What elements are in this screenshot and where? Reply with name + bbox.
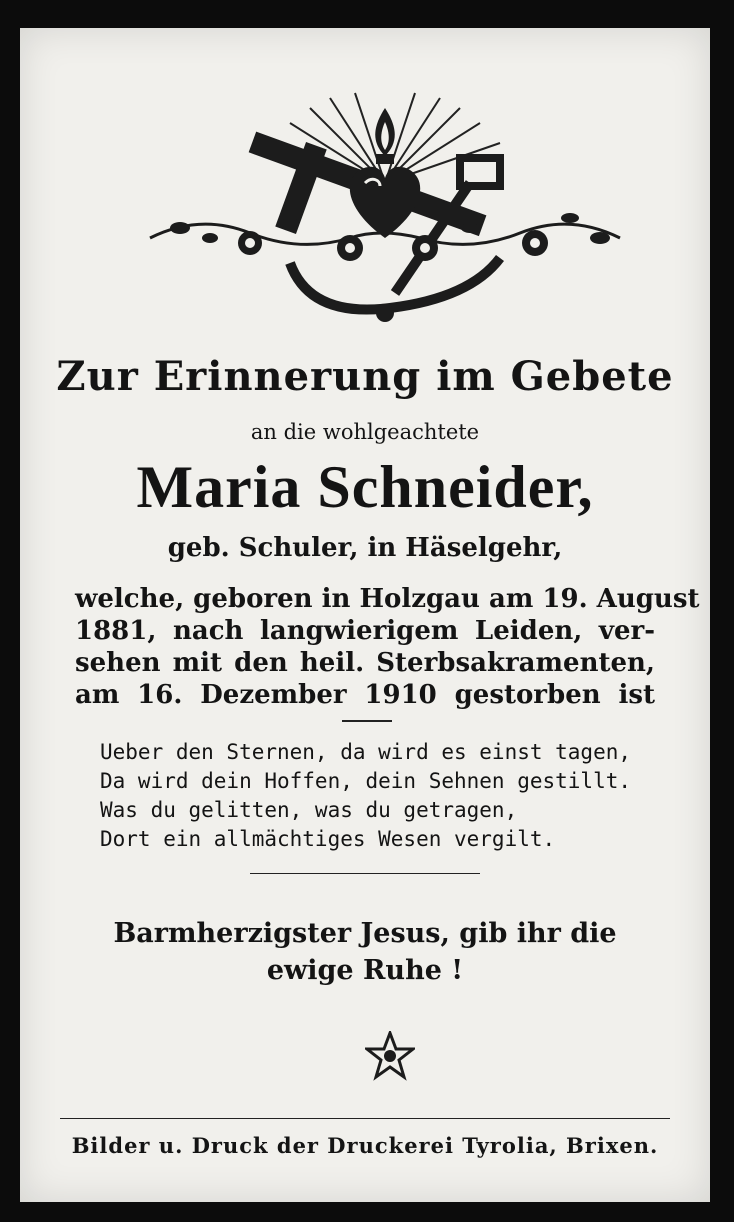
footer-divider bbox=[60, 1118, 670, 1119]
sacred-heart-emblem-icon bbox=[140, 88, 630, 338]
poem-line: Ueber den Sternen, da wird es einst tagen, bbox=[100, 740, 632, 764]
poem-line: Dort ein allmächtiges Wesen vergilt. bbox=[100, 827, 556, 851]
printer-imprint: Bilder u. Druck der Druckerei Tyrolia, Brixen. bbox=[71, 1133, 659, 1158]
biography-text bbox=[75, 583, 700, 711]
biography-line: am 16. Dezember 1910 gestorben ist bbox=[75, 680, 655, 710]
prayer-line-2: ewige Ruhe ! bbox=[266, 955, 464, 986]
memorial-card bbox=[20, 28, 710, 1202]
biography-line: 1881, nach langwierigem Leiden, ver- bbox=[75, 616, 655, 646]
deceased-name: Maria Schneider, bbox=[136, 454, 594, 520]
biography-line: sehen mit den heil. Sterbsakramenten, bbox=[75, 648, 655, 678]
birth-name-line: geb. Schuler, in Häselgehr, bbox=[167, 533, 563, 563]
poem-line: Da wird dein Hoffen, dein Sehnen gestillt. bbox=[100, 769, 632, 793]
card-intro: an die wohlgeachtete bbox=[250, 420, 480, 444]
poem-verse bbox=[100, 738, 660, 854]
prayer-line-1: Barmherzigster Jesus, gib ihr die bbox=[113, 918, 617, 949]
card-title: Zur Erinnerung im Gebete bbox=[56, 353, 674, 400]
poem-line: Was du gelitten, was du getragen, bbox=[100, 798, 518, 822]
long-divider bbox=[250, 873, 480, 874]
star-ornament-icon bbox=[365, 1031, 415, 1081]
biography-line: welche, geboren in Holzgau am 19. August bbox=[75, 584, 700, 614]
short-divider bbox=[342, 720, 392, 722]
